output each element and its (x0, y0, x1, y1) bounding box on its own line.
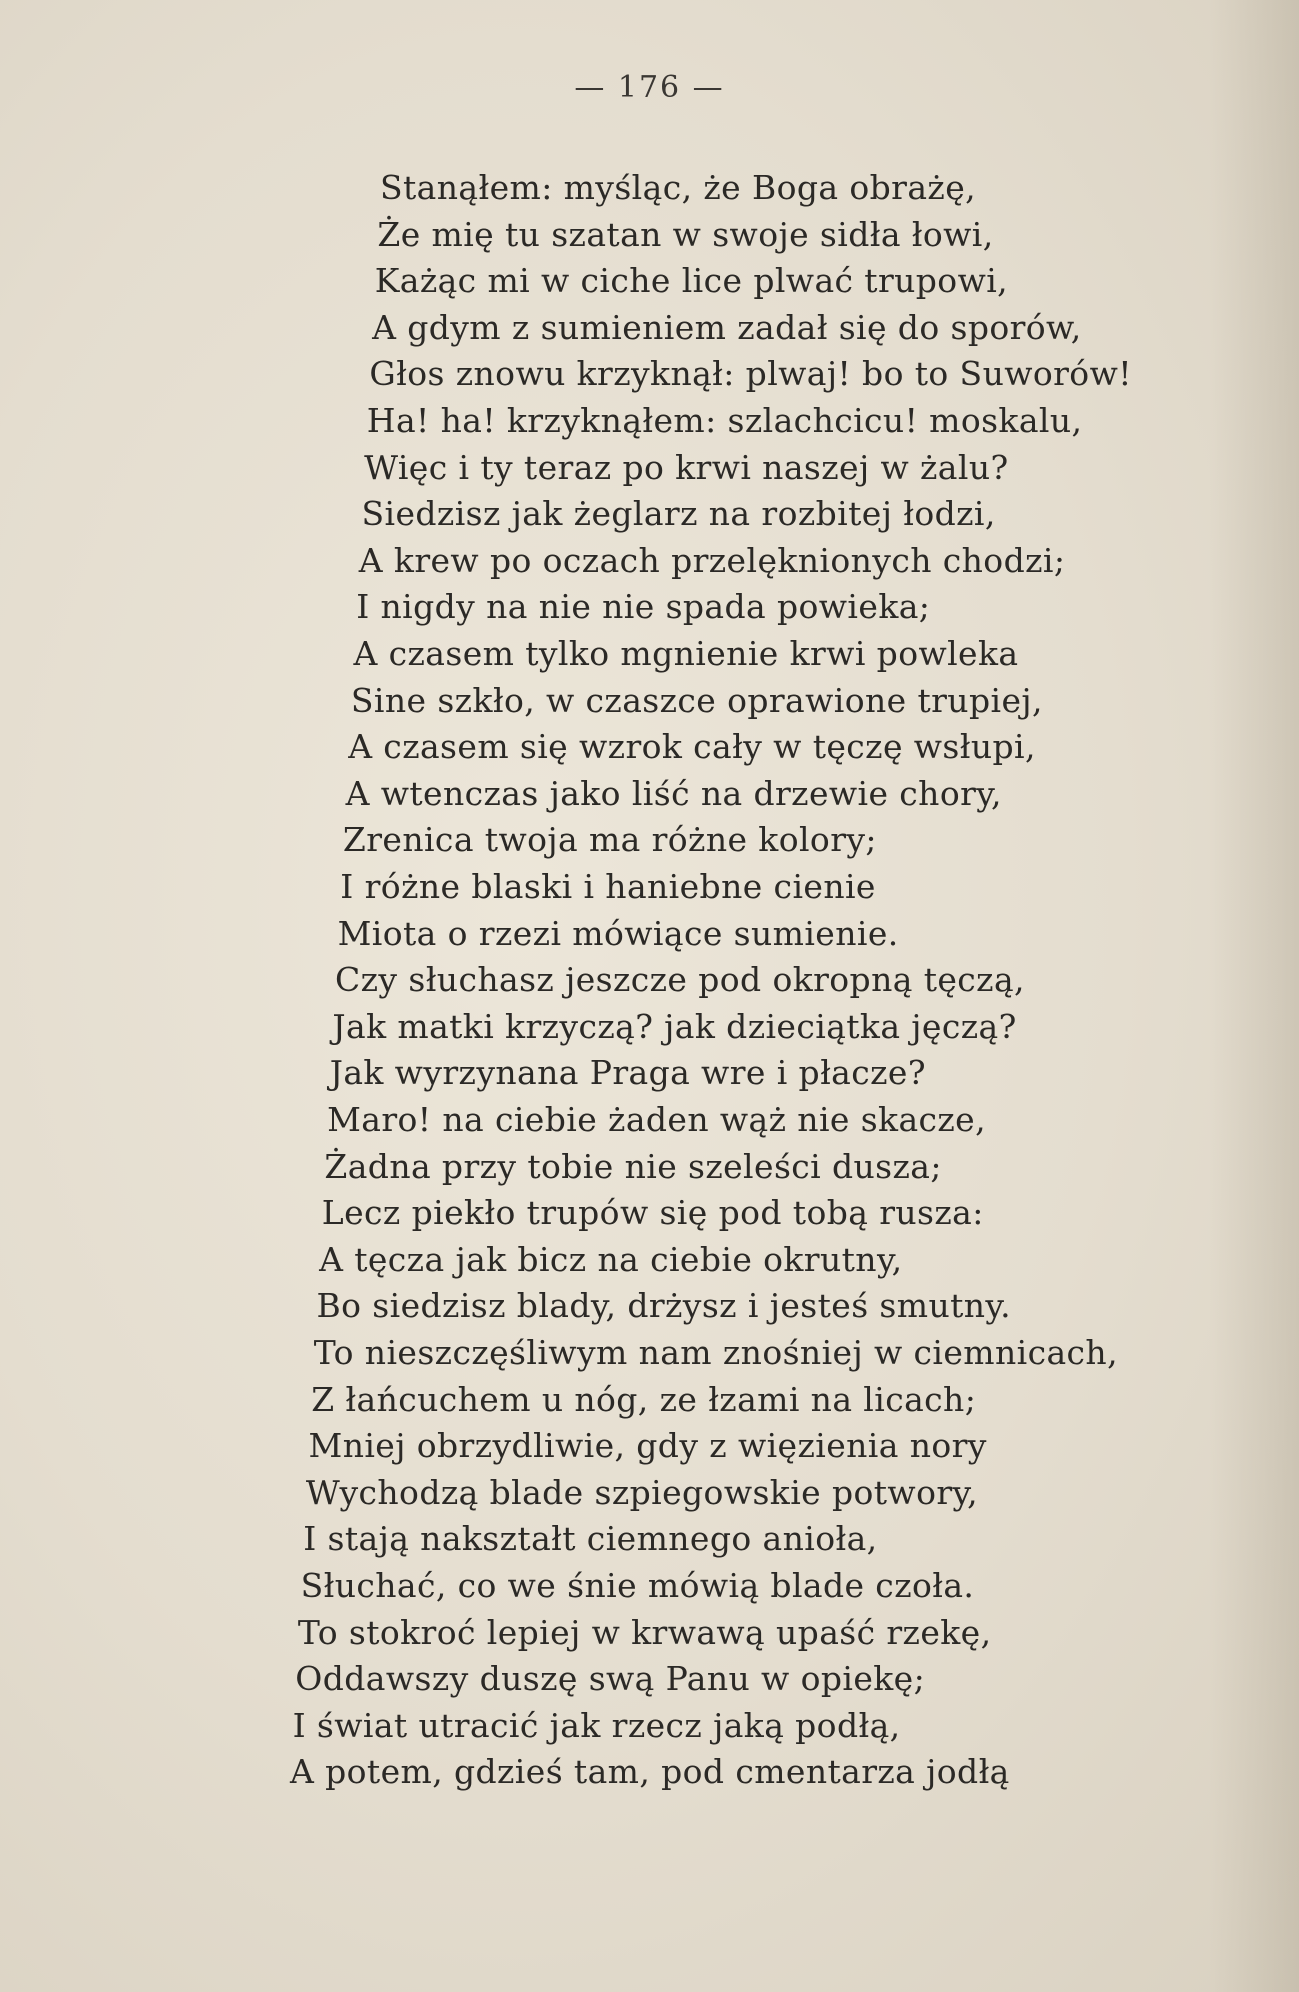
poem-line: Zrenica twoja ma różne kolory; (342, 820, 877, 860)
poem-line: A potem, gdzieś tam, pod cmentarza jodłą (290, 1752, 1010, 1792)
poem-line: Więc i ty teraz po krwi naszej w żalu? (364, 447, 1009, 487)
poem-line: Ha! ha! krzyknąłem: szlachcicu! moskalu, (366, 401, 1083, 440)
poem-line: Oddawszy duszę swą Panu w opiekę; (295, 1659, 926, 1699)
poem-line: Bo siedzisz blady, drżysz i jesteś smutny. (316, 1286, 1011, 1326)
poem-line: Każąc mi w ciche lice plwać trupowi, (374, 261, 1009, 301)
poem-line: To nieszczęśliwym nam znośniej w ciemnicach, (313, 1333, 1118, 1372)
poem-line: Mniej obrzydliwie, gdy z więzienia nory (308, 1426, 987, 1466)
poem-line: Z łańcuchem u nóg, ze łzami na licach; (311, 1379, 977, 1419)
poem-line: I różne blaski i haniebne cienie (340, 867, 876, 906)
poem-line: Jak matki krzyczą? jak dzieciątka jęczą? (332, 1006, 1017, 1046)
poem-line: A gdym z sumieniem zadał się do sporów, (372, 307, 1082, 347)
poem-line: A czasem tylko mgnienie krwi powleka (353, 634, 1019, 673)
poem-line: Maro! na ciebie żaden wąż nie skacze, (327, 1100, 987, 1139)
poem-line: Żadna przy tobie nie szeleści dusza; (324, 1146, 942, 1186)
page-edge-shadow (1209, 0, 1299, 1992)
poem-line: Czy słuchasz jeszcze pod okropną tęczą, (335, 960, 1025, 1000)
poem-line: Że mię tu szatan w swoje sidła łowi, (377, 214, 994, 254)
poem-line: Stanąłem: myśląc, że Boga obrażę, (380, 168, 977, 207)
poem-line: I stają nakształt ciemnego anioła, (303, 1519, 878, 1559)
poem-line: Wychodzą blade szpiegowskie potwory, (305, 1472, 979, 1512)
poem-line: A wtenczas jako liść na drzewie chory, (345, 773, 1002, 813)
poem-line: Sine szkło, w czaszce oprawione trupiej, (350, 680, 1043, 720)
page-number: — 176 — (574, 70, 725, 105)
poem-line: A czasem się wzrok cały w tęczę wsłupi, (348, 727, 1036, 767)
poem-line: I nigdy na nie nie spada powieka; (356, 587, 931, 627)
poem-line: Miota o rzezi mówiące sumienie. (337, 913, 899, 953)
poem-line: Siedzisz jak żeglarz na rozbitej łodzi, (361, 494, 996, 534)
poem-line: Głos znowu krzyknął: plwaj! bo to Suworów! (369, 354, 1132, 394)
poem-line: I świat utracić jak rzecz jaką podłą, (292, 1705, 901, 1745)
poem-line: Słuchać, co we śnie mówią blade czoła. (300, 1566, 975, 1605)
poem-line: To stokroć lepiej w krwawą upaść rzekę, (297, 1612, 992, 1652)
poem-line: A krew po oczach przelęknionych chodzi; (358, 540, 1066, 580)
poem-line: Lecz piekło trupów się pod tobą rusza: (321, 1193, 984, 1233)
poem-line: Jak wyrzynana Praga wre i płacze? (329, 1053, 926, 1093)
poem-line: A tęcza jak bicz na ciebie okrutny, (319, 1239, 903, 1279)
